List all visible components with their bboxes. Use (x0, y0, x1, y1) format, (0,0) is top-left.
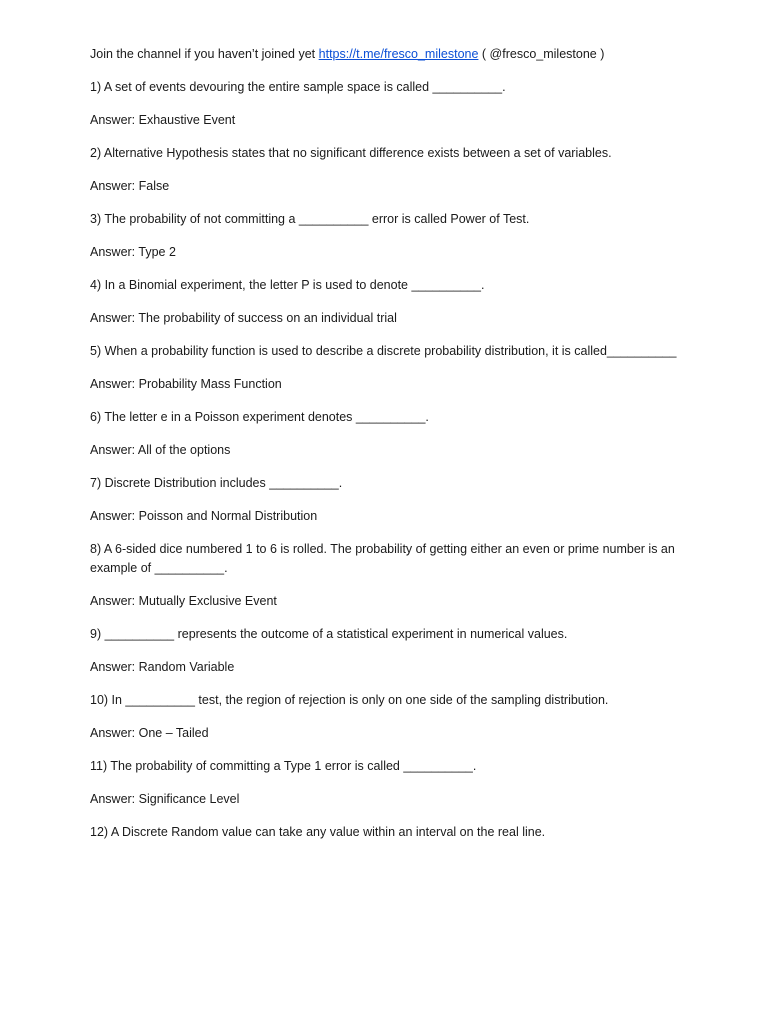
question-4: 4) In a Binomial experiment, the letter P is used to denote __________. (90, 278, 485, 292)
qa-item-12 (90, 823, 690, 842)
question-6: 6) The letter e in a Poisson experiment denotes __________. (90, 410, 429, 424)
question-10: 10) In __________ test, the region of rejection is only on one side of the sampling distribution. (90, 693, 609, 707)
telegram-channel-link[interactable]: https://t.me/fresco_milestone (318, 47, 479, 61)
answer-11: Answer: Significance Level (90, 792, 240, 806)
document-page (90, 45, 690, 856)
qa-item-2 (90, 144, 690, 196)
intro-prefix: Join the channel if you haven’t joined yet (90, 47, 319, 61)
answer-3: Answer: Type 2 (90, 245, 176, 259)
qa-item-9 (90, 625, 690, 677)
answer-9: Answer: Random Variable (90, 660, 235, 674)
answer-7: Answer: Poisson and Normal Distribution (90, 509, 318, 523)
question-12: 12) A Discrete Random value can take any value within an interval on the real line. (90, 825, 546, 839)
channel-intro (90, 45, 690, 64)
qa-item-5 (90, 342, 690, 394)
answer-8: Answer: Mutually Exclusive Event (90, 594, 277, 608)
qa-item-11 (90, 757, 690, 809)
qa-item-3 (90, 210, 690, 262)
question-3: 3) The probability of not committing a __________ error is called Power of Test. (90, 212, 530, 226)
answer-6: Answer: All of the options (90, 443, 231, 457)
question-2: 2) Alternative Hypothesis states that no significant difference exists between a set of variables. (90, 146, 612, 160)
question-11: 11) The probability of committing a Type 1 error is called __________. (90, 759, 477, 773)
answer-1: Answer: Exhaustive Event (90, 113, 236, 127)
qa-item-10 (90, 691, 690, 743)
answer-2: Answer: False (90, 179, 170, 193)
question-5: 5) When a probability function is used to describe a discrete probability distribution, it is called__________ (90, 344, 677, 358)
intro-suffix: ( @fresco_milestone ) (478, 47, 605, 61)
question-9: 9) __________ represents the outcome of a statistical experiment in numerical values. (90, 627, 568, 641)
question-1: 1) A set of events devouring the entire sample space is called __________. (90, 80, 506, 94)
answer-5: Answer: Probability Mass Function (90, 377, 282, 391)
qa-item-4 (90, 276, 690, 328)
question-8: 8) A 6-sided dice numbered 1 to 6 is rolled. The probability of getting either an even or prime number is an example of __________. (90, 542, 675, 575)
question-7: 7) Discrete Distribution includes __________. (90, 476, 343, 490)
qa-item-7 (90, 474, 690, 526)
qa-item-8 (90, 540, 690, 611)
answer-10: Answer: One – Tailed (90, 726, 209, 740)
qa-item-6 (90, 408, 690, 460)
answer-4: Answer: The probability of success on an individual trial (90, 311, 397, 325)
qa-item-1 (90, 78, 690, 130)
